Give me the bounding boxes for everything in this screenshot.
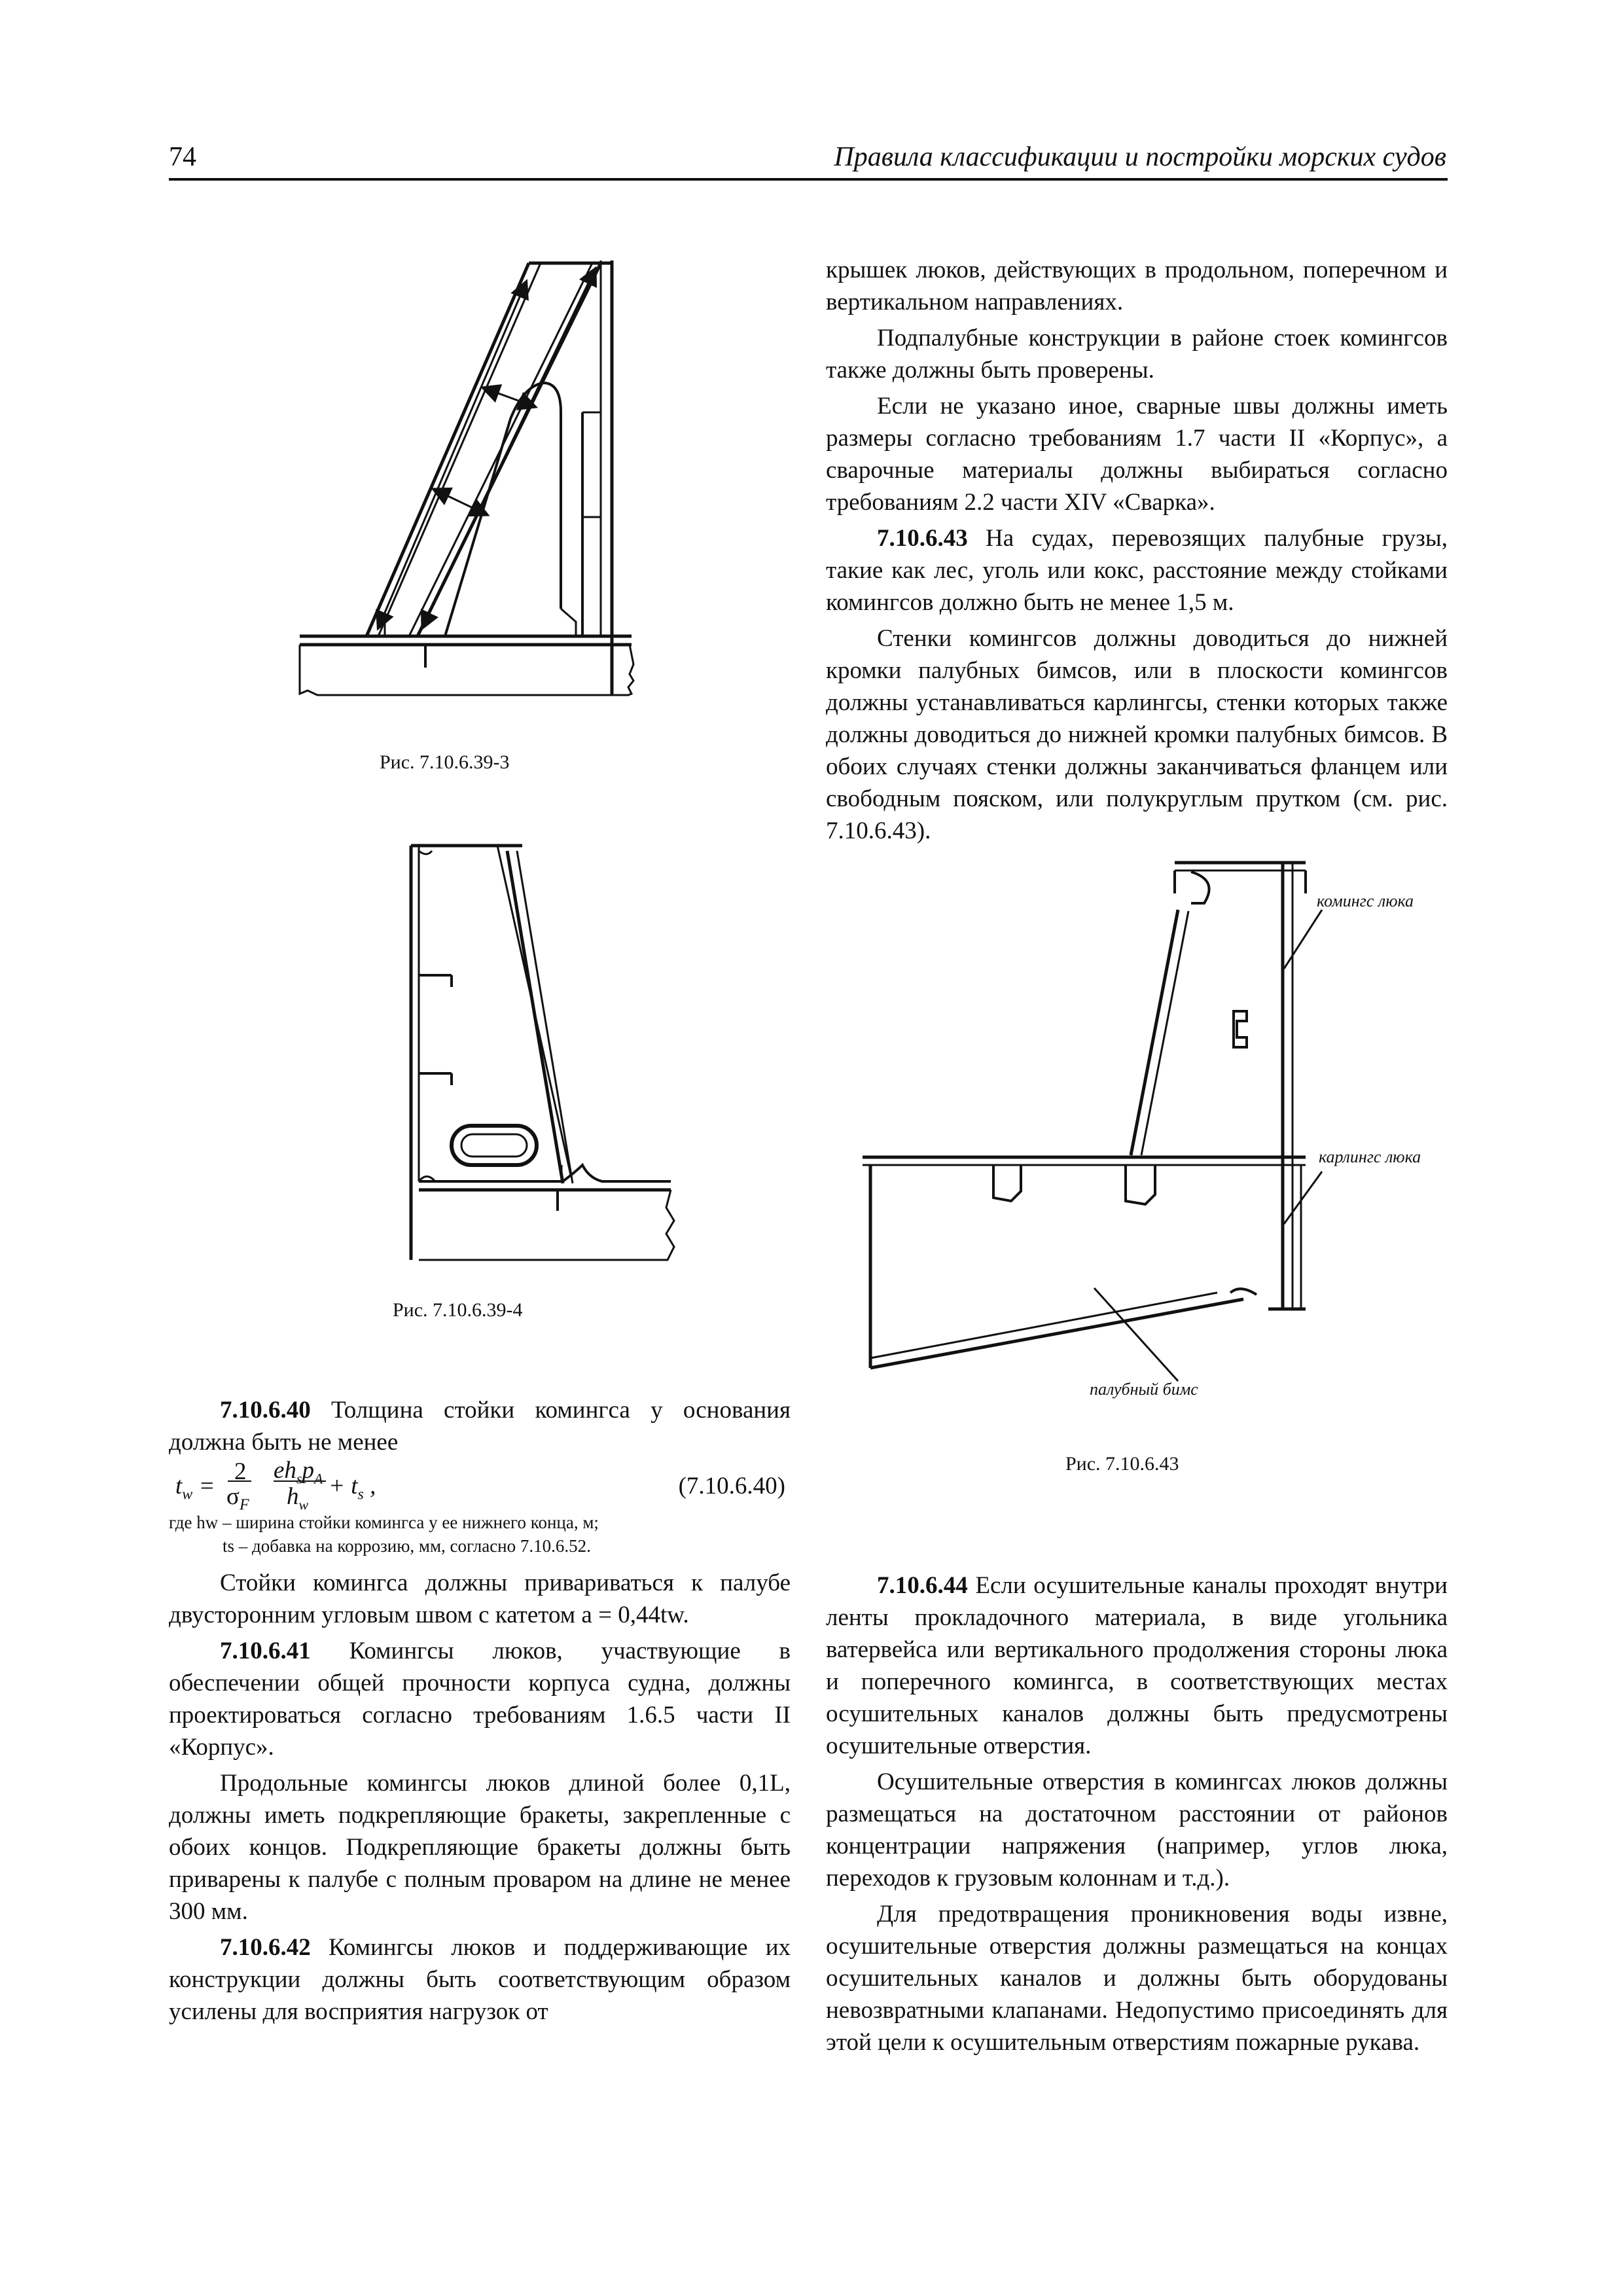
paragraph-welds: Если не указано иное, сварные швы должны иметь размеры согласно требованиям 1.7 части II «Корпус», а сварочные материалы должны выбираться согласно требованиям 2.2 части XIV «Сварка».	[826, 393, 1448, 516]
figure-7-10-6-39-3	[300, 260, 633, 695]
formula-7-10-6-40: $t_w$ = 2 $\sigma_F$ $eh_sp_A$ $h_w$ + $t_s$ , (7.10.6.40)	[175, 1457, 785, 1514]
right-column-text-bottom	[826, 1570, 1448, 2058]
paragraph-underdeck: Подпалубные конструкции в районе стоек комингсов также должны быть проверены.	[826, 325, 1448, 384]
section-number: 7.10.6.40	[220, 1397, 311, 1424]
where-hw: где hw – ширина стойки комингса у ее нижнего конца, м;	[169, 1513, 599, 1532]
paragraph-7-10-6-41: 7.10.6.41 Комингсы люков, участвующие в обеспечении общей прочности корпуса судна, должны проектироваться согласно требованиям 1.6.5 части II «Корпус».	[169, 1638, 791, 1761]
label-coaming: комингс люка	[1317, 891, 1414, 910]
paragraph-walls: Стенки комингсов должны доводиться до нижней кромки палубных бимсов, или в плоскости комингсов должны устанавливаться карлингсы, стенки которых также должны доводиться до нижней кромки палубных бимсов. В обоих случаях стенки должны заканчиваться фланцем или свободным пояском, или полукруглым прутком (см. рис. 7.10.6.43).	[826, 625, 1448, 844]
page-number: 74	[169, 142, 196, 172]
running-title: Правила классификации и постройки морских судов	[834, 142, 1446, 172]
section-number: 7.10.6.43	[877, 525, 968, 552]
paragraph-water: Для предотвращения проникновения воды извне, осушительные отверстия должны размещаться на концах осушительных каналов и должны быть оборудованы невозвратными клапанами. Недопустимо присоединять для этой цели к осушительным отверстиям пожарные рукава.	[826, 1901, 1448, 2056]
paragraph-7-10-6-44: 7.10.6.44 Если осушительные каналы проходят внутри ленты прокладочного материала, в виде угольника ватервейса или вертикального продолжения стороны люка и поперечного комингса, в соответствующих местах осушительных каналов должны быть предусмотрены осушительные отверстия.	[826, 1572, 1448, 1759]
figure-7-10-6-43	[863, 863, 1322, 1381]
paragraph-drain-holes: Осушительные отверстия в комингсах люков должны размещаться на достаточном расстоянии от районов концентрации напряжения (например, углов люка, переходов к грузовым колоннам и т.д.).	[826, 1768, 1448, 1892]
section-number: 7.10.6.41	[220, 1638, 311, 1664]
section-number: 7.10.6.42	[220, 1934, 311, 1961]
figure-caption-39-3: Рис. 7.10.6.39-3	[380, 751, 510, 773]
label-carling: карлингс люка	[1319, 1147, 1421, 1166]
paragraph-7-10-6-40: 7.10.6.40 Толщина стойки комингса у основания должна быть не менее	[169, 1397, 791, 1456]
right-column-text-top	[826, 254, 1448, 847]
figure-caption-39-4: Рис. 7.10.6.39-4	[393, 1299, 523, 1321]
figure-caption-43: Рис. 7.10.6.43	[1065, 1453, 1179, 1475]
paragraph-continued: крышек люков, действующих в продольном, поперечном и вертикальном направлениях.	[826, 257, 1448, 315]
formula-where-block	[169, 1511, 791, 1558]
paragraph-weld: Стойки комингса должны привариваться к палубе двусторонним угловым швом с катетом a = 0,44tw.	[169, 1570, 791, 1628]
formula-number: (7.10.6.40)	[678, 1473, 785, 1499]
left-column-text	[169, 1394, 791, 2028]
paragraph-long-coamings: Продольные комингсы люков длиной более 0,1L, должны иметь подкрепляющие бракеты, закрепленные с обоих концов. Подкрепляющие бракеты должны быть приварены к палубе с полным проваром на длине не менее 300 мм.	[169, 1770, 791, 1925]
figure-7-10-6-39-4	[411, 846, 674, 1260]
paragraph-7-10-6-43: 7.10.6.43 На судах, перевозящих палубные грузы, такие как лес, уголь или кокс, расстояние между стойками комингсов должно быть не менее 1,5 м.	[826, 525, 1448, 616]
label-deck-beam: палубный бимс	[1090, 1380, 1198, 1399]
paragraph-7-10-6-42: 7.10.6.42 Комингсы люков и поддерживающие их конструкции должны быть соответствующим образом усилены для восприятия нагрузок от	[169, 1934, 791, 2025]
where-ts: ts – добавка на коррозию, мм, согласно 7.10.6.52.	[223, 1536, 591, 1556]
section-number: 7.10.6.44	[877, 1572, 968, 1599]
